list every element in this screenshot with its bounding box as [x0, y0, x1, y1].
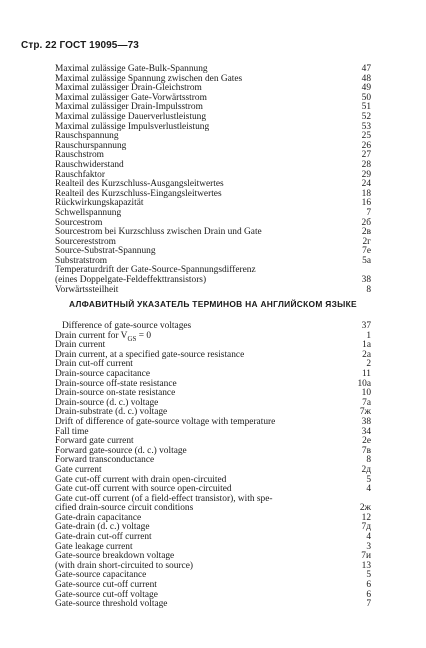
entry-term: Rauschurspannung: [55, 140, 127, 151]
entry-term: Gate-drain (d. c.) voltage: [55, 522, 150, 533]
entry-term: Gate-source cut-off voltage: [55, 589, 158, 600]
entry-number: 8: [366, 455, 371, 466]
entry-number: 16: [361, 198, 371, 209]
entry-term: Gate leakage current: [55, 541, 133, 552]
entry-term: Gate-source threshold voltage: [55, 599, 168, 610]
entry-term: Substratstrom: [55, 255, 108, 266]
entry-term: Realteil des Kurzschluss-Ausgangsleitwertes: [55, 179, 224, 190]
entry-term: Forward transconductance: [55, 455, 155, 466]
entry-number: 13: [361, 560, 371, 571]
entry-number: 6: [366, 580, 371, 591]
entry-number: 4: [366, 484, 371, 495]
entry-term: Rauschwiderstand: [55, 159, 124, 170]
entry-term: Gate-source capacitance: [55, 570, 147, 581]
entry-number: 7: [366, 207, 371, 218]
entry-number: 24: [361, 179, 371, 190]
entry-number: 5а: [362, 255, 371, 266]
entry-term: Sourcestrom bei Kurzschluss zwischen Drain und Gate: [55, 227, 262, 238]
entry-term: Rückwirkungskapazität: [55, 198, 144, 209]
index-entry: [55, 600, 371, 610]
entry-number: 29: [361, 169, 371, 180]
entry-number: 7д: [361, 522, 371, 533]
entry-number: 49: [361, 83, 371, 94]
entry-term: Drain-substrate (d. c.) voltage: [55, 407, 168, 418]
entry-term: Difference of gate-source voltages: [62, 321, 192, 331]
index-entry: [55, 456, 371, 466]
entry-number: 10: [361, 388, 371, 399]
entry-term: Drain cut-off current: [55, 359, 133, 370]
entry-number: 48: [361, 73, 371, 84]
entry-term: Forward gate-source (d. c.) voltage: [55, 445, 187, 456]
entry-number: 37: [361, 321, 371, 331]
entry-term: Maximal zulässiger Drain-Gleichstrom: [55, 83, 202, 94]
index-entry: [55, 418, 371, 428]
entry-term: Gate-source breakdown voltage: [55, 551, 175, 562]
entry-term: Vorwärtssteilheit: [55, 284, 119, 295]
entry-term: Sourcestrom: [55, 217, 103, 228]
german-term-index: [55, 65, 371, 295]
entry-number: 34: [361, 426, 371, 437]
entry-term: (with drain short-circuited to source): [55, 560, 193, 571]
entry-number: 11: [361, 368, 371, 379]
entry-term: Drain current for $V_{GS} = 0$: [55, 330, 152, 343]
entry-number: 7и: [361, 551, 371, 562]
entry-number: 2ж: [359, 503, 371, 514]
entry-number: 7: [366, 599, 371, 610]
entry-term-subscript: GS: [127, 334, 137, 343]
index-entry: [55, 209, 371, 219]
entry-number: 2а: [362, 349, 371, 360]
entry-term: Drain-source on-state resistance: [55, 388, 176, 399]
entry-number: 10а: [357, 378, 371, 389]
entry-number: 7в: [361, 445, 371, 456]
entry-term: Temperaturdrift der Gate-Source-Spannungsdifferenz: [55, 265, 256, 276]
entry-number: 52: [361, 111, 371, 122]
entry-number: 47: [361, 64, 371, 74]
entry-number: 7а: [362, 397, 371, 408]
entry-number: 5: [366, 474, 371, 485]
entry-number: 38: [361, 275, 371, 286]
entry-number: 2е: [362, 436, 371, 447]
entry-number: 27: [361, 150, 371, 161]
entry-term: Gate-drain cut-off current: [55, 532, 152, 543]
page-header: Стр. 22 ГОСТ 19095—73: [21, 40, 139, 51]
entry-number: 8: [366, 284, 371, 295]
entry-term: Maximal zulässige Impulsverlustleistung: [55, 121, 210, 132]
entry-number: 53: [361, 121, 371, 132]
entry-number: 2г: [362, 236, 371, 247]
entry-term: Gate-drain capacitance: [55, 512, 142, 523]
entry-number: 5: [366, 570, 371, 581]
index-entry: [55, 286, 371, 296]
entry-term: Fall time: [55, 426, 89, 437]
entry-number: 7ж: [359, 407, 371, 418]
entry-number: 12: [361, 512, 371, 523]
english-term-index: [55, 322, 371, 610]
entry-term: Gate cut-off current (of a field-effect transistor), with spe-: [55, 493, 273, 504]
entry-number: 38: [361, 416, 371, 427]
entry-term: Drift of difference of gate-source voltage with temperature: [55, 416, 276, 427]
entry-term: Maximal zulässige Gate-Bulk-Spannung: [55, 64, 208, 74]
entry-term: Forward gate current: [55, 436, 134, 447]
entry-number: 7е: [362, 246, 371, 257]
entry-term: Drain-source (d. c.) voltage: [55, 397, 159, 408]
entry-number: 3: [366, 541, 371, 552]
entry-term: Schwellspannung: [55, 207, 122, 218]
entry-term: Drain current: [55, 340, 106, 351]
entry-term: Maximal zulässiger Drain-Impulsstrom: [55, 102, 203, 113]
entry-term: Drain-source capacitance: [55, 368, 150, 379]
entry-number: 2д: [361, 464, 371, 475]
entry-term: Maximal zulässige Spannung zwischen den Gates: [55, 73, 243, 84]
entry-number: 50: [361, 92, 371, 103]
entry-term: Gate cut-off current with drain open-circuited: [55, 474, 227, 485]
entry-number: 28: [361, 159, 371, 170]
english-index-heading: АЛФАВИТНЫЙ УКАЗАТЕЛЬ ТЕРМИНОВ НА АНГЛИЙСКОМ ЯЗЫКЕ: [69, 299, 357, 309]
entry-number: 1а: [362, 340, 371, 351]
entry-number: 2б: [361, 217, 371, 228]
entry-term: Sourcereststrom: [55, 236, 116, 247]
entry-term: Rauschspannung: [55, 131, 119, 142]
entry-term: Realteil des Kurzschluss-Eingangsleitwertes: [55, 188, 222, 199]
entry-term: Drain current, at a specified gate-source resistance: [55, 349, 245, 360]
entry-term: Source-Substrat-Spannung: [55, 246, 156, 257]
entry-number: 18: [361, 188, 371, 199]
entry-number: 25: [361, 131, 371, 142]
entry-number: 4: [366, 532, 371, 543]
entry-number: 1: [366, 330, 371, 341]
entry-term: cified drain-source circuit conditions: [55, 503, 194, 514]
entry-term: Maximal zulässiger Gate-Vorwärtsstrom: [55, 92, 207, 103]
entry-number: 26: [361, 140, 371, 151]
entry-term: Gate cut-off current with source open-circuited: [55, 484, 232, 495]
entry-term: Rauschstrom: [55, 150, 104, 161]
entry-number: 51: [361, 102, 371, 113]
entry-term: Gate current: [55, 464, 102, 475]
entry-term: Drain-source off-state resistance: [55, 378, 177, 389]
entry-number: 2: [366, 359, 371, 370]
entry-term: Maximal zulässige Dauerverlustleistung: [55, 111, 207, 122]
entry-term: Gate-source cut-off current: [55, 580, 157, 591]
entry-number: 2в: [361, 227, 371, 238]
entry-number: 6: [366, 589, 371, 600]
entry-term: (eines Doppelgate-Feldeffekttransistors): [55, 275, 207, 286]
entry-term: Rauschfaktor: [55, 169, 105, 180]
